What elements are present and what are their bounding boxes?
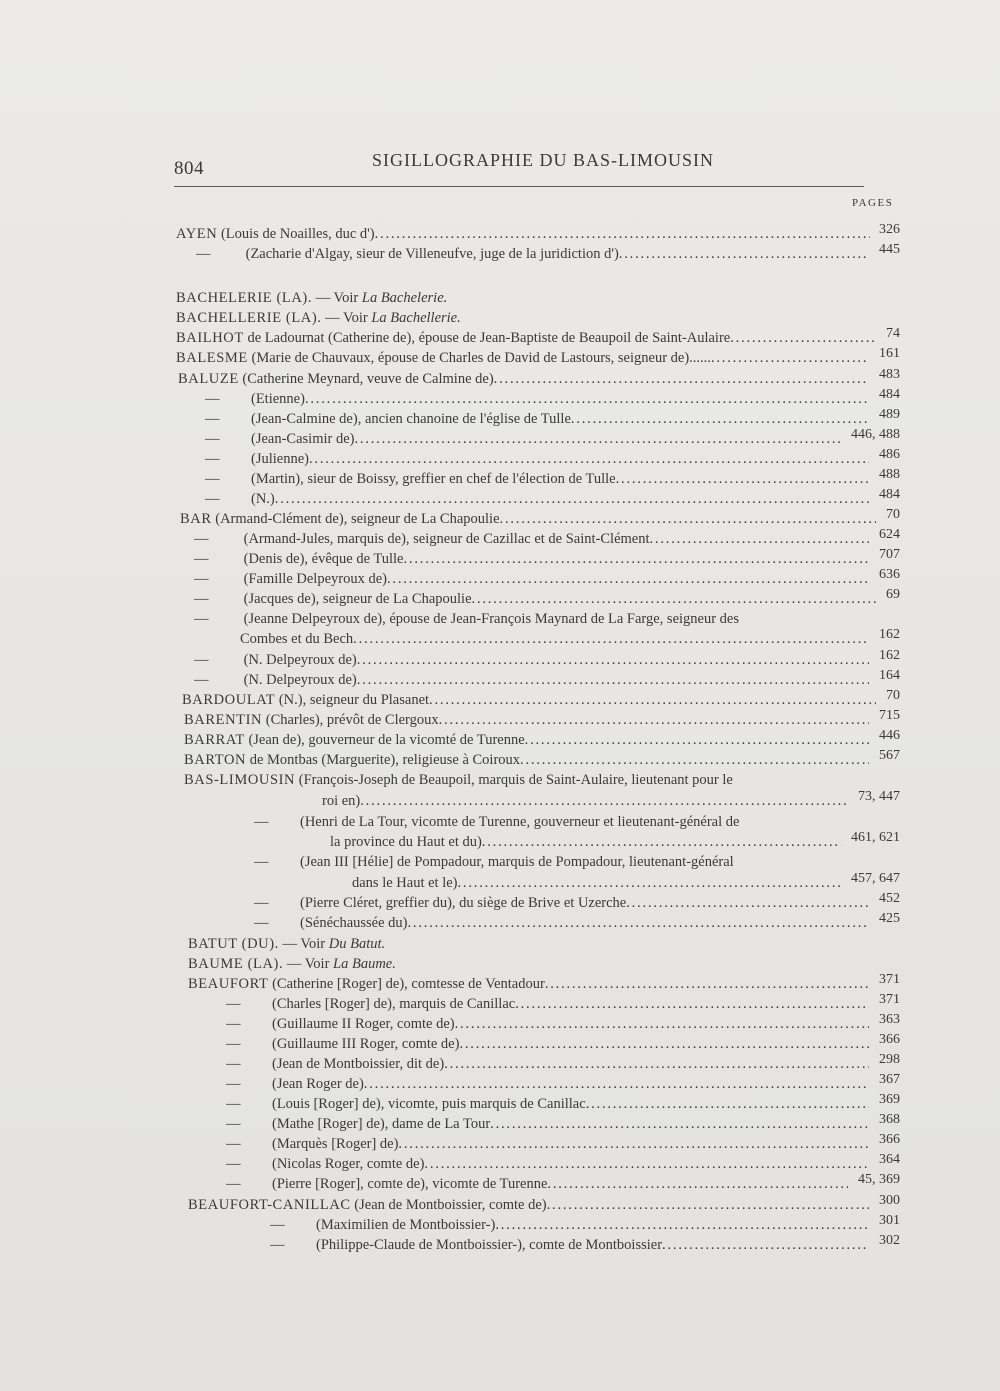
entry-text: dans le Haut et le) <box>352 875 458 891</box>
page-reference: 445 <box>879 244 900 257</box>
index-entry <box>194 650 900 670</box>
entry-text: (Marie de Chauvaux, épouse de Charles de David de Lastours, seigneur de)...... <box>247 350 711 366</box>
leader-dots <box>309 449 869 469</box>
entry-text: (N.) <box>251 491 275 507</box>
leader-dots <box>571 409 869 429</box>
entry-heading: BARTON <box>184 752 247 768</box>
leader-dots <box>500 509 876 529</box>
index-entry <box>226 1094 900 1114</box>
index-entry <box>194 549 900 569</box>
entry-text: (Martin), sieur de Boissy, greffier en chef de l'élection de Tulle <box>251 471 616 487</box>
entry-text: (Armand-Clément de), seigneur de La Chapoulie <box>211 511 500 527</box>
leader-dots <box>662 1235 869 1255</box>
index-entry <box>188 1195 900 1215</box>
index-entry <box>205 389 900 409</box>
leader-dots <box>458 873 841 893</box>
leader-dots <box>515 994 869 1014</box>
page-reference: 45, 369 <box>858 1174 900 1187</box>
ditto-dash: — <box>270 1237 286 1253</box>
index-entry <box>176 328 900 348</box>
page-reference: 367 <box>879 1074 900 1087</box>
page-reference: 371 <box>879 974 900 987</box>
index-entry <box>184 730 900 750</box>
running-title: SIGILLOGRAPHIE DU BAS-LIMOUSIN <box>372 150 714 170</box>
leader-dots <box>711 348 869 368</box>
ditto-dash: — <box>270 1217 286 1233</box>
page-reference: 363 <box>879 1014 900 1027</box>
page-reference: 298 <box>879 1054 900 1067</box>
index-entry <box>226 1074 900 1094</box>
index-entry <box>184 750 900 770</box>
ditto-dash: — <box>194 571 210 587</box>
leader-dots <box>495 1215 869 1235</box>
entry-text: (Pierre [Roger], comte de), vicomte de Turenne <box>272 1176 548 1192</box>
index-entry <box>196 244 900 264</box>
page-reference: 300 <box>879 1195 900 1208</box>
entry-text: (Catherine Meynard, veuve de Calmine de) <box>238 371 494 387</box>
entry-text: — Voir <box>321 310 372 326</box>
leader-dots <box>398 1134 869 1154</box>
page-reference: 69 <box>886 589 900 602</box>
leader-dots <box>444 1054 869 1074</box>
entry-text: de Montbas (Marguerite), religieuse à Coiroux <box>246 752 521 768</box>
page-reference: 446, 488 <box>851 429 900 442</box>
entry-text: (Maximilien de Montboissier-) <box>316 1217 496 1233</box>
ditto-dash: — <box>196 246 212 262</box>
entry-text: (Guillaume III Roger, comte de) <box>272 1036 460 1052</box>
ditto-dash: — <box>254 854 270 870</box>
entry-text: (Guillaume II Roger, comte de) <box>272 1016 455 1032</box>
ditto-dash: — <box>194 652 210 668</box>
entry-text: la province du Haut et du) <box>330 834 482 850</box>
index-entry <box>194 609 900 629</box>
entry-text: (Sénéchaussée du) <box>300 915 408 931</box>
entry-heading: BAUME (LA). <box>188 956 284 972</box>
leader-dots <box>482 832 841 852</box>
leader-dots <box>360 791 848 811</box>
index-entry <box>352 873 900 893</box>
entry-text: (Jean-Casimir de) <box>251 431 355 447</box>
entry-text: (Julienne) <box>251 451 309 467</box>
entry-text: (Jean de Montboissier, comte de) <box>350 1197 547 1213</box>
entry-text: (Charles [Roger] de), marquis de Canillac <box>272 996 516 1012</box>
index-entry <box>188 954 900 974</box>
index-entry <box>188 974 900 994</box>
index-entry <box>194 589 900 609</box>
ditto-dash: — <box>254 915 270 931</box>
leader-dots <box>547 1174 848 1194</box>
leader-dots <box>626 893 869 913</box>
ditto-dash: — <box>226 1116 242 1132</box>
index-entry <box>254 913 900 933</box>
entry-text: (Famille Delpeyroux de) <box>240 571 387 587</box>
ditto-dash: — <box>205 491 221 507</box>
leader-dots <box>357 650 869 670</box>
entry-text: (Zacharie d'Algay, sieur de Villeneufve, juge de la juridiction d') <box>242 246 619 262</box>
leader-dots <box>650 529 869 549</box>
index-entry <box>226 1014 900 1034</box>
cross-reference: La Baume. <box>333 956 396 972</box>
leader-dots <box>490 1114 869 1134</box>
page-reference: 461, 621 <box>851 832 900 845</box>
leader-dots <box>275 489 869 509</box>
index-entry <box>226 1174 900 1194</box>
cross-reference: La Bachelerie. <box>361 290 448 306</box>
entry-text: (Jean-Calmine de), ancien chanoine de l'église de Tulle <box>251 411 571 427</box>
ditto-dash: — <box>254 895 270 911</box>
leader-dots <box>586 1094 869 1114</box>
entry-text: (Jean de Montboissier, dit de) <box>272 1056 445 1072</box>
page-reference: 446 <box>879 730 900 743</box>
leader-dots <box>439 710 869 730</box>
index-entry <box>176 288 900 308</box>
page-reference: 567 <box>879 750 900 763</box>
page-reference: 452 <box>879 893 900 906</box>
index-entry <box>184 710 900 730</box>
page-reference: 488 <box>879 469 900 482</box>
entry-text: de Ladournat (Catherine de), épouse de Jean-Baptiste de Beaupoil de Saint-Aulaire <box>243 330 731 346</box>
index-entry <box>254 812 900 832</box>
leader-dots <box>375 224 870 244</box>
leader-dots <box>404 549 869 569</box>
ditto-dash: — <box>194 611 210 627</box>
leader-dots <box>408 913 869 933</box>
page-reference: 364 <box>879 1154 900 1167</box>
entry-heading: BARDOULAT <box>182 692 276 708</box>
page-reference: 74 <box>886 328 900 341</box>
leader-dots <box>472 589 876 609</box>
index-entry <box>270 1215 900 1235</box>
entry-text: (Jacques de), seigneur de La Chapoulie <box>240 591 472 607</box>
entry-text: (Mathe [Roger] de), dame de La Tour <box>272 1116 491 1132</box>
entry-heading: BAR <box>180 511 212 527</box>
leader-dots <box>353 629 869 649</box>
entry-heading: BARENTIN <box>184 712 263 728</box>
entry-text: roi en) <box>322 793 361 809</box>
index-entry <box>184 770 900 790</box>
entry-text: (Louis [Roger] de), vicomte, puis marquis de Canillac <box>272 1096 586 1112</box>
index-entry <box>322 791 900 811</box>
page-reference: 366 <box>879 1034 900 1047</box>
index-entry <box>205 409 900 429</box>
entry-text: (Charles), prévôt de Clergoux <box>262 712 439 728</box>
leader-dots <box>616 469 869 489</box>
index-entry <box>226 1054 900 1074</box>
leader-dots <box>730 328 876 348</box>
ditto-dash: — <box>226 1016 242 1032</box>
page-reference: 707 <box>879 549 900 562</box>
entry-text: — Voir <box>283 956 334 972</box>
index-entry <box>240 629 900 649</box>
entry-text: (Jean III [Hélie] de Pompadour, marquis de Pompadour, lieutenant-général <box>300 854 734 870</box>
cross-reference: Du Batut. <box>328 936 386 952</box>
index-entry <box>194 529 900 549</box>
entry-heading: AYEN <box>176 226 218 242</box>
ditto-dash: — <box>226 1096 242 1112</box>
page-reference: 486 <box>879 449 900 462</box>
pages-column-label: PAGES <box>852 197 894 209</box>
entry-heading: BEAUFORT-CANILLAC <box>188 1197 351 1213</box>
index-entry <box>226 994 900 1014</box>
leader-dots <box>357 670 869 690</box>
ditto-dash: — <box>205 411 221 427</box>
index-entry <box>182 690 900 710</box>
index-entry <box>254 852 900 872</box>
entry-heading: BAILHOT <box>176 330 244 346</box>
entry-text: (Jean Roger de) <box>272 1076 364 1092</box>
index-entry <box>330 832 900 852</box>
entry-heading: BATUT (DU). <box>188 936 279 952</box>
index-entry <box>194 670 900 690</box>
leader-dots <box>364 1074 869 1094</box>
ditto-dash: — <box>205 431 221 447</box>
page-reference: 483 <box>879 369 900 382</box>
index-entry <box>176 308 900 328</box>
page-reference: 302 <box>879 1235 900 1248</box>
leader-dots <box>455 1014 869 1034</box>
page-reference: 624 <box>879 529 900 542</box>
entry-heading: BEAUFORT <box>188 976 269 992</box>
leader-dots <box>525 730 869 750</box>
cross-reference: La Bachellerie. <box>371 310 461 326</box>
index-entry <box>176 348 900 368</box>
page-reference: 366 <box>879 1134 900 1147</box>
leader-dots <box>387 569 869 589</box>
ditto-dash: — <box>194 672 210 688</box>
index-entry <box>270 1235 900 1255</box>
leader-dots <box>520 750 869 770</box>
ditto-dash: — <box>226 1136 242 1152</box>
page-reference: 70 <box>886 509 900 522</box>
page-reference: 484 <box>879 389 900 402</box>
ditto-dash: — <box>226 996 242 1012</box>
entry-text: (Louis de Noailles, duc d') <box>217 226 375 242</box>
entry-text: (N. Delpeyroux de) <box>240 672 357 688</box>
page-reference: 425 <box>879 913 900 926</box>
index-entry <box>205 449 900 469</box>
index-entry <box>226 1154 900 1174</box>
entry-heading: BACHELERIE (LA). <box>176 290 313 306</box>
entry-text: (Henri de La Tour, vicomte de Turenne, gouverneur et lieutenant-général de <box>300 814 740 830</box>
ditto-dash: — <box>194 531 210 547</box>
ditto-dash: — <box>205 391 221 407</box>
leader-dots <box>429 690 876 710</box>
ditto-dash: — <box>226 1036 242 1052</box>
index-entry <box>194 569 900 589</box>
entry-text: (N.), seigneur du Plasanet <box>275 692 430 708</box>
entry-heading: BALUZE <box>178 371 239 387</box>
index-entry <box>205 489 900 509</box>
page-reference: 164 <box>879 670 900 683</box>
page-reference: 73, 447 <box>858 791 900 804</box>
entry-text: — Voir <box>278 936 329 952</box>
index-entry <box>226 1034 900 1054</box>
entry-heading: BAS-LIMOUSIN <box>184 772 296 788</box>
entry-heading: BARRAT <box>184 732 245 748</box>
entry-text: (Etienne) <box>251 391 305 407</box>
index-entry <box>226 1134 900 1154</box>
entry-text: — Voir <box>312 290 362 306</box>
ditto-dash: — <box>194 591 210 607</box>
entry-text: (François-Joseph de Beaupoil, marquis de Saint-Aulaire, lieutenant pour le <box>295 772 733 788</box>
entry-heading: BACHELLERIE (LA). <box>176 310 322 326</box>
ditto-dash: — <box>226 1176 242 1192</box>
page-reference: 369 <box>879 1094 900 1107</box>
ditto-dash: — <box>226 1076 242 1092</box>
index-entry <box>188 934 900 954</box>
leader-dots <box>305 389 869 409</box>
page-reference: 489 <box>879 409 900 422</box>
page-reference: 457, 647 <box>851 873 900 886</box>
entry-text: (Nicolas Roger, comte de) <box>272 1156 425 1172</box>
page-number: 804 <box>174 158 204 179</box>
ditto-dash: — <box>226 1156 242 1172</box>
leader-dots <box>494 369 869 389</box>
page-reference: 162 <box>879 650 900 663</box>
leader-dots <box>547 1195 869 1215</box>
index-entry <box>180 509 900 529</box>
page-reference: 161 <box>879 348 900 361</box>
page-reference: 484 <box>879 489 900 502</box>
entry-text: (Pierre Cléret, greffier du), du siège de Brive et Uzerche <box>300 895 627 911</box>
leader-dots <box>354 429 841 449</box>
ditto-dash: — <box>205 471 221 487</box>
page-reference: 301 <box>879 1215 900 1228</box>
entry-heading: BALESME <box>176 350 248 366</box>
index-entry <box>254 893 900 913</box>
index-entry <box>176 224 900 244</box>
ditto-dash: — <box>254 814 270 830</box>
entry-text: (Philippe-Claude de Montboissier-), comte de Montboissier <box>316 1237 663 1253</box>
entry-text: (Denis de), évêque de Tulle <box>240 551 404 567</box>
entry-text: Combes et du Bech <box>240 631 354 647</box>
index-entry <box>205 429 900 449</box>
page-reference: 371 <box>879 994 900 1007</box>
leader-dots <box>545 974 870 994</box>
ditto-dash: — <box>226 1056 242 1072</box>
page-reference: 715 <box>879 710 900 723</box>
page-reference: 326 <box>879 224 900 237</box>
ditto-dash: — <box>205 451 221 467</box>
ditto-dash: — <box>194 551 210 567</box>
page-reference: 162 <box>879 629 900 642</box>
leader-dots <box>459 1034 869 1054</box>
page-reference: 70 <box>886 690 900 703</box>
leader-dots <box>619 244 869 264</box>
index-entry <box>205 469 900 489</box>
entry-text: (Marquès [Roger] de) <box>272 1136 399 1152</box>
index-entry <box>178 369 900 389</box>
entry-text: (Jean de), gouverneur de la vicomté de Turenne <box>244 732 525 748</box>
entry-text: (Catherine [Roger] de), comtesse de Ventadour <box>268 976 545 992</box>
page-reference: 368 <box>879 1114 900 1127</box>
page-reference: 636 <box>879 569 900 582</box>
index-entry <box>226 1114 900 1134</box>
entry-text: (Armand-Jules, marquis de), seigneur de Cazillac et de Saint-Clément <box>240 531 650 547</box>
entry-text: (Jeanne Delpeyroux de), épouse de Jean-François Maynard de La Farge, seigneur des <box>240 611 739 627</box>
entry-text: (N. Delpeyroux de) <box>240 652 357 668</box>
leader-dots <box>424 1154 869 1174</box>
